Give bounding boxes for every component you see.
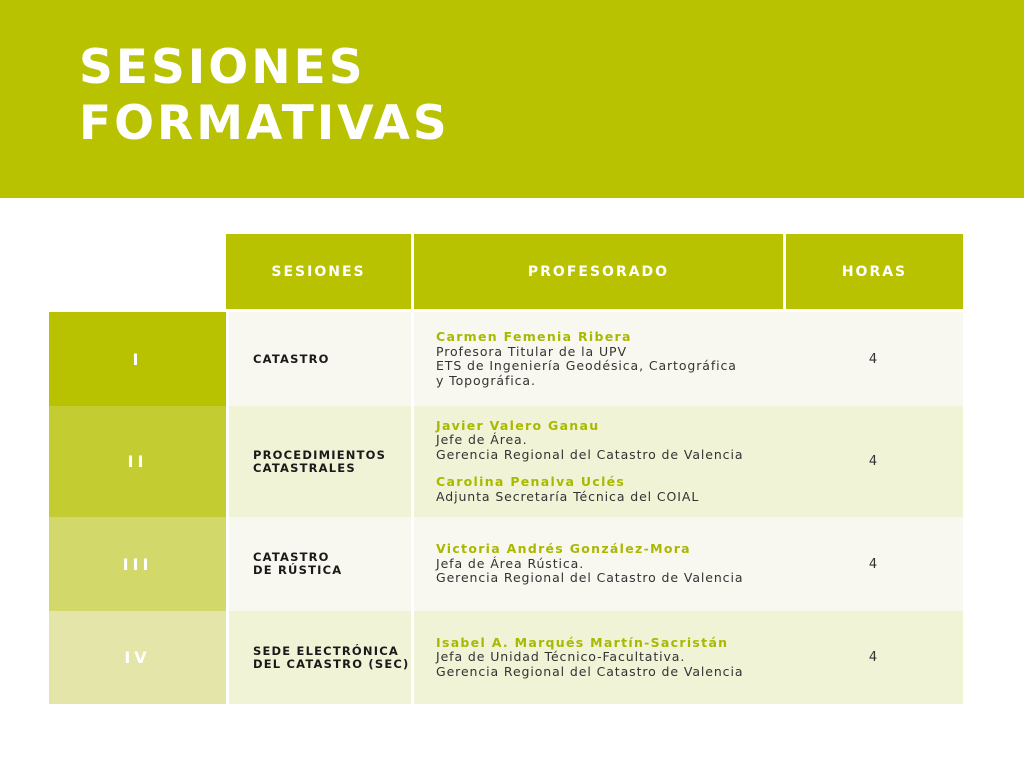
session-name: CATASTRO DE RÚSTICA (229, 517, 411, 611)
teacher-name: Javier Valero Ganau (436, 417, 600, 433)
teacher-detail: Jefe de Área. (436, 432, 528, 448)
session-teachers (414, 517, 783, 611)
teacher-detail: Jefa de Área Rústica. (436, 555, 585, 571)
session-hours: 4 (783, 517, 963, 611)
session-number: I (49, 312, 226, 406)
teacher-name: Carmen Femenia Ribera (436, 329, 632, 344)
teacher-detail: Adjunta Secretaría Técnica del COIAL (436, 488, 700, 504)
teacher-detail: Profesora Titular de la UPV (436, 343, 627, 359)
teacher-detail: y Topográfica. (436, 372, 536, 388)
session-number: III (49, 517, 226, 611)
teacher-detail: Gerencia Regional del Catastro de Valencia (436, 446, 744, 462)
title-banner (0, 0, 1024, 198)
teacher-name: Victoria Andrés González-Mora (436, 541, 691, 557)
session-teachers (414, 406, 783, 517)
header-hours: HORAS (786, 234, 963, 309)
session-number: IV (49, 611, 226, 704)
teacher-detail: Gerencia Regional del Catastro de Valencia (436, 570, 744, 586)
session-teachers (414, 312, 783, 406)
session-teachers (414, 611, 783, 704)
header-sessions: SESIONES (226, 234, 411, 309)
teacher-detail: Jefa de Unidad Técnico-Facultativa. (436, 649, 686, 665)
session-name: SEDE ELECTRÓNICA DEL CATASTRO (SEC) (229, 611, 411, 704)
session-number: II (49, 406, 226, 517)
teacher-detail: Gerencia Regional del Catastro de Valencia (436, 663, 744, 679)
teacher-name: Isabel A. Marqués Martín-Sacristán (436, 634, 729, 650)
session-hours: 4 (783, 406, 963, 517)
session-hours: 4 (783, 312, 963, 406)
teacher-detail: ETS de Ingeniería Geodésica, Cartográfica (436, 358, 737, 373)
teacher-name: Carolina Penalva Uclés (436, 474, 626, 490)
session-name: CATASTRO (229, 312, 411, 406)
page-title: SESIONES FORMATIVAS (79, 40, 450, 151)
header-teachers: PROFESORADO (414, 234, 783, 309)
session-name: PROCEDIMIENTOS CATASTRALES (229, 406, 411, 517)
session-hours: 4 (783, 611, 963, 704)
